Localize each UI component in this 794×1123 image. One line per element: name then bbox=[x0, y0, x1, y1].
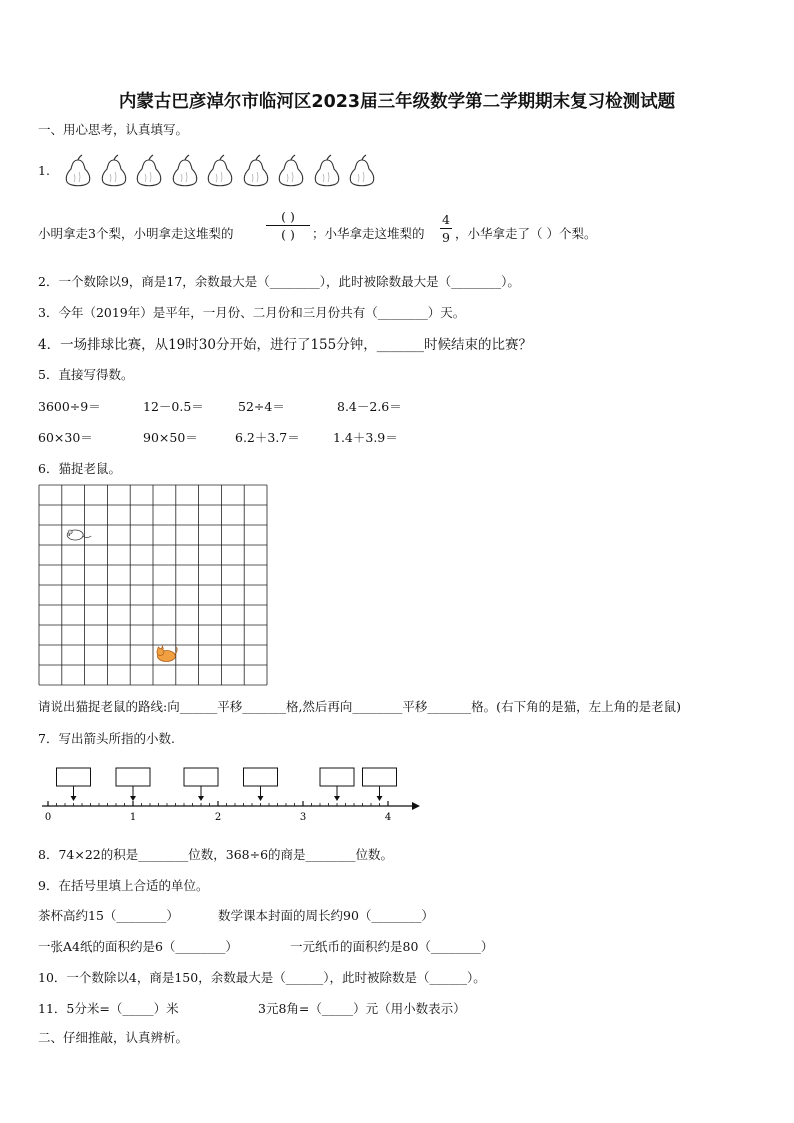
number-line-tick-label: 0 bbox=[44, 812, 52, 823]
mouse-icon bbox=[67, 530, 91, 540]
number-line-tick-label: 4 bbox=[384, 812, 392, 823]
q4-text: 4．一场排球比赛，从19时30分开始，进行了155分钟，_______时候结束的比赛？ bbox=[38, 337, 532, 353]
answer-box[interactable] bbox=[116, 768, 150, 786]
q6-answer-line: 请说出猫捉老鼠的路线:向______平移_______格,然后再向________平移_______格。(右下角的是猫，左上角的是老鼠) bbox=[38, 699, 681, 714]
q5-item: 6.2＋3.7＝ bbox=[235, 430, 300, 445]
q1-fraction-numerator: 4 bbox=[442, 212, 450, 227]
pear-icon bbox=[133, 154, 165, 192]
q8-text: 8．74×22的积是________位数，368÷6的商是________位数。 bbox=[38, 847, 394, 862]
pointer-arrowhead-icon bbox=[198, 796, 204, 801]
q1-fraction-denominator: 9 bbox=[442, 230, 450, 245]
cat-icon bbox=[157, 646, 177, 662]
pear-icon bbox=[62, 154, 94, 192]
pointer-arrowhead-icon bbox=[258, 796, 264, 801]
q11-part-a: 11．5分米=（_____）米 bbox=[38, 1001, 179, 1016]
q5-item: 1.4＋3.9＝ bbox=[333, 430, 398, 445]
answer-box[interactable] bbox=[57, 768, 91, 786]
q5-item: 8.4－2.6＝ bbox=[337, 399, 402, 414]
pear-icon bbox=[204, 154, 236, 192]
q6-label: 6．猫捉老鼠。 bbox=[38, 461, 121, 476]
number-line bbox=[30, 762, 430, 824]
number-line-arrow-icon bbox=[412, 802, 420, 810]
pointer-arrowhead-icon bbox=[377, 796, 383, 801]
number-line-tick-label: 3 bbox=[299, 812, 307, 823]
pear-icon bbox=[346, 154, 378, 192]
pointer-arrowhead-icon bbox=[130, 796, 136, 801]
pear-icon bbox=[98, 154, 130, 192]
q5-label: 5．直接写得数。 bbox=[38, 367, 134, 382]
q2-text: 2．一个数除以9，商是17，余数最大是（________），此时被除数最大是（________）。 bbox=[38, 274, 520, 289]
q9-item: 一元纸币的面积约是80（________） bbox=[290, 939, 494, 954]
pointer-arrowhead-icon bbox=[71, 796, 77, 801]
answer-box[interactable] bbox=[320, 768, 354, 786]
q1-number: 1. bbox=[38, 163, 50, 178]
pear-icon bbox=[311, 154, 343, 192]
q1-text-b: ；小华拿走这堆梨的 bbox=[312, 226, 425, 241]
number-line-tick-label: 1 bbox=[129, 812, 137, 823]
q9-item: 数学课本封面的周长约90（________） bbox=[218, 908, 434, 923]
page-title: 内蒙古巴彦淖尔市临河区2023届三年级数学第二学期期末复习检测试题 bbox=[118, 92, 676, 112]
q10-text: 10．一个数除以4，商是150，余数最大是（______），此时被除数是（______）。 bbox=[38, 970, 486, 985]
pear-icon bbox=[275, 154, 307, 192]
section-1-heading: 一、用心思考，认真填写。 bbox=[38, 122, 189, 137]
q7-label: 7．写出箭头所指的小数. bbox=[38, 731, 175, 746]
pear-icon bbox=[240, 154, 272, 192]
q9-item: 一张A4纸的面积约是6（________） bbox=[38, 939, 238, 954]
number-line-tick-label: 2 bbox=[214, 812, 222, 823]
q9-item: 茶杯高约15（________） bbox=[38, 908, 179, 923]
q5-item: 60×30＝ bbox=[38, 430, 93, 445]
section-2-heading: 二、仔细推敲，认真辨析。 bbox=[38, 1030, 189, 1045]
q1-fraction-blank bbox=[266, 209, 310, 242]
pointer-arrowhead-icon bbox=[334, 796, 340, 801]
answer-box[interactable] bbox=[363, 768, 397, 786]
cat-mouse-grid bbox=[38, 484, 268, 686]
q5-item: 52÷4＝ bbox=[238, 399, 285, 414]
q11-part-b: 3元8角=（_____）元（用小数表示） bbox=[258, 1001, 466, 1016]
q1-fraction-blank-numerator[interactable]: ( ) bbox=[281, 209, 295, 224]
q1-fraction-blank-denominator[interactable]: ( ) bbox=[281, 227, 295, 242]
q1-text-a: 小明拿走3个梨，小明拿走这堆梨的 bbox=[38, 226, 234, 241]
q9-label: 9．在括号里填上合适的单位。 bbox=[38, 878, 209, 893]
q1-fraction bbox=[440, 212, 452, 245]
q5-item: 3600÷9＝ bbox=[38, 399, 101, 414]
q5-item: 12－0.5＝ bbox=[143, 399, 204, 414]
q1-text-c: ，小华拿走了（ ）个梨。 bbox=[455, 226, 597, 241]
pear-icon bbox=[169, 154, 201, 192]
q5-item: 90×50＝ bbox=[143, 430, 198, 445]
answer-box[interactable] bbox=[184, 768, 218, 786]
q3-text: 3．今年（2019年）是平年，一月份、二月份和三月份共有（________）天。 bbox=[38, 305, 466, 320]
answer-box[interactable] bbox=[244, 768, 278, 786]
